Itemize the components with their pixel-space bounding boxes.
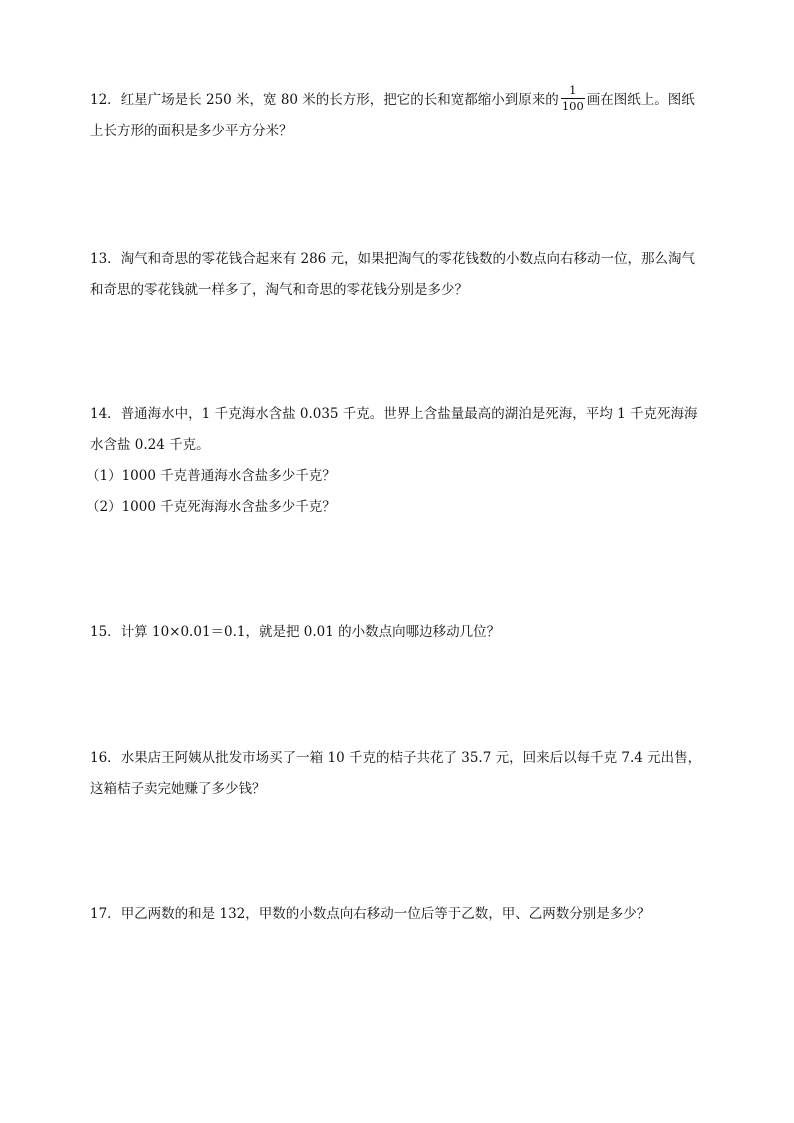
question-text: 甲乙两数的和是 132，甲数的小数点向右移动一位后等于乙数，甲、乙两数分别是多少？: [120, 906, 651, 922]
question-text: 画在图纸上。图纸: [586, 92, 695, 108]
fraction-denominator: 100: [561, 99, 584, 113]
question-text: 普通海水中，1 千克海水含盐 0.035 千克。世界上含盐量最高的湖泊是死海，平均 1 千克死海海: [120, 406, 698, 422]
question-15: [90, 617, 710, 648]
question-text: 水果店王阿姨从批发市场买了一箱 10 千克的桔子共花了 35.7 元，回来后以每千克 7.4 元出售，: [120, 750, 702, 766]
question-16-line-1: [90, 743, 710, 774]
question-number: 15．: [90, 624, 121, 640]
question-17: [90, 899, 710, 930]
fraction: [561, 82, 585, 113]
question-number: 14．: [90, 406, 121, 422]
question-number: 16．: [90, 750, 121, 766]
question-13-line-2: 和奇思的零花钱就一样多了，淘气和奇思的零花钱分别是多少？: [90, 282, 468, 298]
question-16-line-2: 这箱桔子卖完她赚了多少钱？: [90, 781, 266, 797]
sub-question-2: （2）1000 千克死海海水含盐多少千克？: [86, 499, 336, 515]
question-15-line-1: [90, 617, 710, 648]
sub-question-1: （1）1000 千克普通海水含盐多少千克？: [86, 468, 336, 484]
question-text: 红星广场是长 250 米，宽 80 米的长方形，把它的长和宽都缩小到原来的: [120, 92, 559, 108]
question-12-line-1: [90, 82, 710, 116]
question-number: 12．: [90, 92, 121, 108]
question-12: [90, 82, 710, 147]
question-12-line-2: 上长方形的面积是多少平方分米？: [90, 123, 293, 139]
question-number: 17．: [90, 906, 121, 922]
question-13-line-1: [90, 244, 710, 275]
question-text: 淘气和奇思的零花钱合起来有 286 元，如果把淘气的零花钱数的小数点向右移动一位，那么淘气: [120, 251, 696, 267]
question-number: 13．: [90, 251, 121, 267]
question-text: 计算 10×0.01＝0.1，就是把 0.01 的小数点向哪边移动几位？: [120, 624, 501, 640]
question-14: [86, 399, 710, 523]
question-14-line-1: [90, 399, 710, 430]
question-17-line-1: [90, 899, 710, 930]
fraction-numerator: 1: [561, 85, 585, 100]
question-14-line-2: 水含盐 0.24 千克。: [90, 437, 210, 453]
question-13: [90, 244, 710, 306]
question-16: [90, 743, 710, 805]
